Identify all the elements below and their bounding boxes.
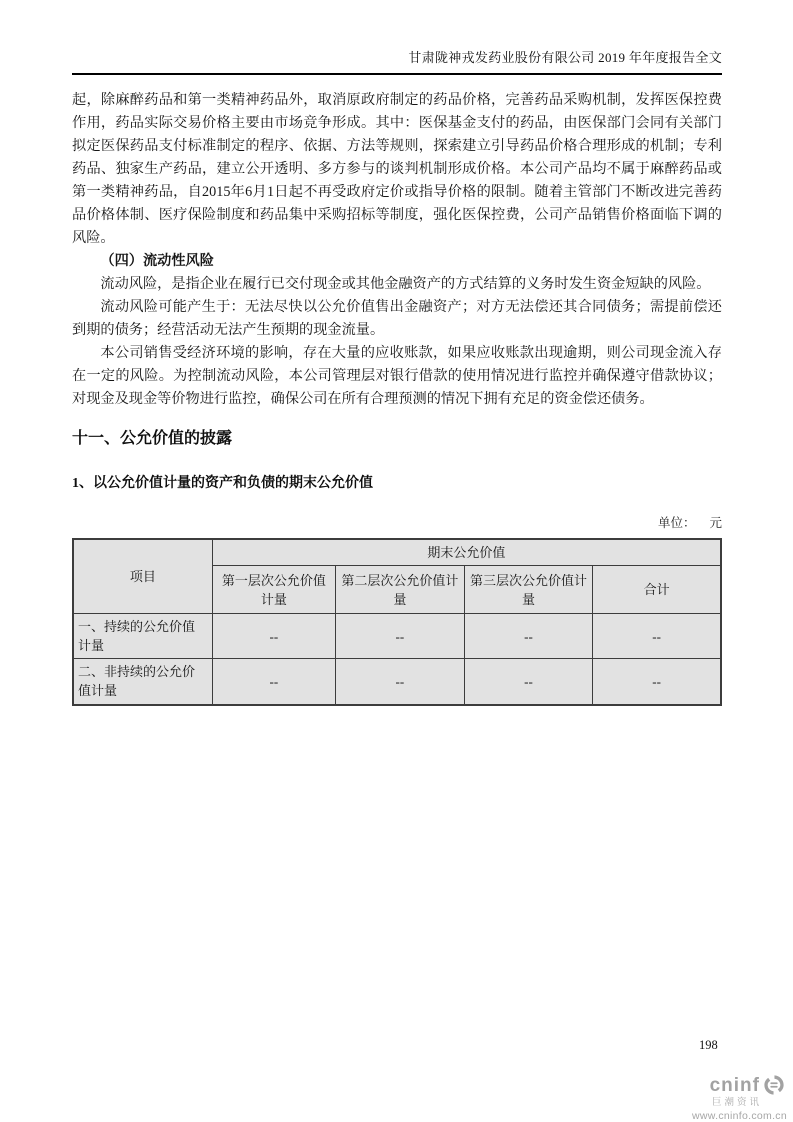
- page-header: [72, 47, 722, 66]
- fair-value-table: [72, 538, 722, 706]
- paragraph-liquidity-definition: 流动风险，是指企业在履行已交付现金或其他金融资产的方式结算的义务时发生资金短缺的风险。: [100, 276, 711, 292]
- cninfo-logo-row: [628, 1074, 788, 1096]
- cell-noncontinuous-level3: --: [464, 659, 592, 705]
- header-title: 甘肃陇神戎发药业股份有限公司 2019 年年度报告全文: [408, 50, 722, 65]
- cell-continuous-level1: --: [212, 614, 335, 659]
- section-subheading-fair-value: 1、以公允价值计量的资产和负债的期末公允价值: [72, 476, 373, 491]
- cninfo-logo-subtext: 巨潮资讯: [711, 1097, 762, 1108]
- cninfo-logo-url: www.cninfo.com.cn: [692, 1109, 787, 1122]
- cell-continuous-level3: --: [464, 614, 592, 659]
- cell-continuous-total: --: [593, 614, 721, 659]
- cninfo-swirl-icon: [762, 1074, 786, 1096]
- table-header-level3: 第三层次公允价值计量: [464, 566, 592, 614]
- row-label-continuous: 一、持续的公允价值计量: [73, 614, 212, 659]
- paragraph-liquidity-sources: 流动风险可能产生于：无法尽快以公允价值售出金融资产；对方无法偿还其合同债务；需提前偿还到期的债务；经营活动无法产生预期的现金流量。: [72, 299, 722, 338]
- table-header-item: 项目: [73, 539, 212, 614]
- cninfo-logo: [628, 1074, 788, 1121]
- table-header-group-row: [73, 539, 721, 566]
- page-number: 198: [699, 1038, 718, 1052]
- cell-noncontinuous-level1: --: [212, 659, 335, 705]
- table-header-level2: 第二层次公允价值计量: [335, 566, 464, 614]
- table-header-total: 合计: [593, 566, 721, 614]
- unit-label: 单位：: [657, 516, 696, 530]
- table-row-noncontinuous: [73, 659, 721, 705]
- unit-line: [72, 513, 722, 531]
- table-header-group: 期末公允价值: [212, 539, 721, 566]
- header-rule: [72, 73, 722, 75]
- cell-noncontinuous-level2: --: [335, 659, 464, 705]
- row-label-noncontinuous: 二、非持续的公允价值计量: [73, 659, 212, 705]
- table-row-continuous: [73, 614, 721, 659]
- paragraph-liquidity-control: 本公司销售受经济环境的影响，存在大量的应收账款，如果应收账款出现逾期，则公司现金流入存在一定的风险。为控制流动风险，本公司管理层对银行借款的使用情况进行监控并确保遵守借款协议；对现金及现金等价物进行监控，确保公司在所有合理预测的情况下拥有充足的资金偿还债务。: [72, 345, 722, 407]
- subheading-liquidity-risk: （四）流动性风险: [100, 253, 214, 269]
- cninfo-logo-text: cninf: [709, 1074, 760, 1096]
- page-content: [72, 89, 722, 706]
- cell-noncontinuous-total: --: [593, 659, 721, 705]
- paragraph-price-policy: 起，除麻醉药品和第一类精神药品外，取消原政府制定的药品价格，完善药品采购机制，发挥医保控费作用，药品实际交易价格主要由市场竞争形成。其中：医保基金支付的药品，由医保部门会同有关部门拟定医保药品支付标准制定的程序、依据、方法等规则，探索建立引导药品价格合理形成的机制；专利药品、独家生产药品，建立公开透明、多方参与的谈判机制形成价格。本公司产品均不属于麻醉药品或第一类精神药品，自2015年6月1日起不再受政府定价或指导价格的限制。随着主管部门不断改进完善药品价格体制、医疗保险制度和药品集中采购招标等制度，强化医保控费，公司产品销售价格面临下调的风险。: [72, 92, 722, 246]
- section-heading-fair-value: 十一、公允价值的披露: [72, 430, 233, 447]
- cell-continuous-level2: --: [335, 614, 464, 659]
- table-header-level1: 第一层次公允价值计量: [212, 566, 335, 614]
- unit-value: 元: [709, 516, 722, 530]
